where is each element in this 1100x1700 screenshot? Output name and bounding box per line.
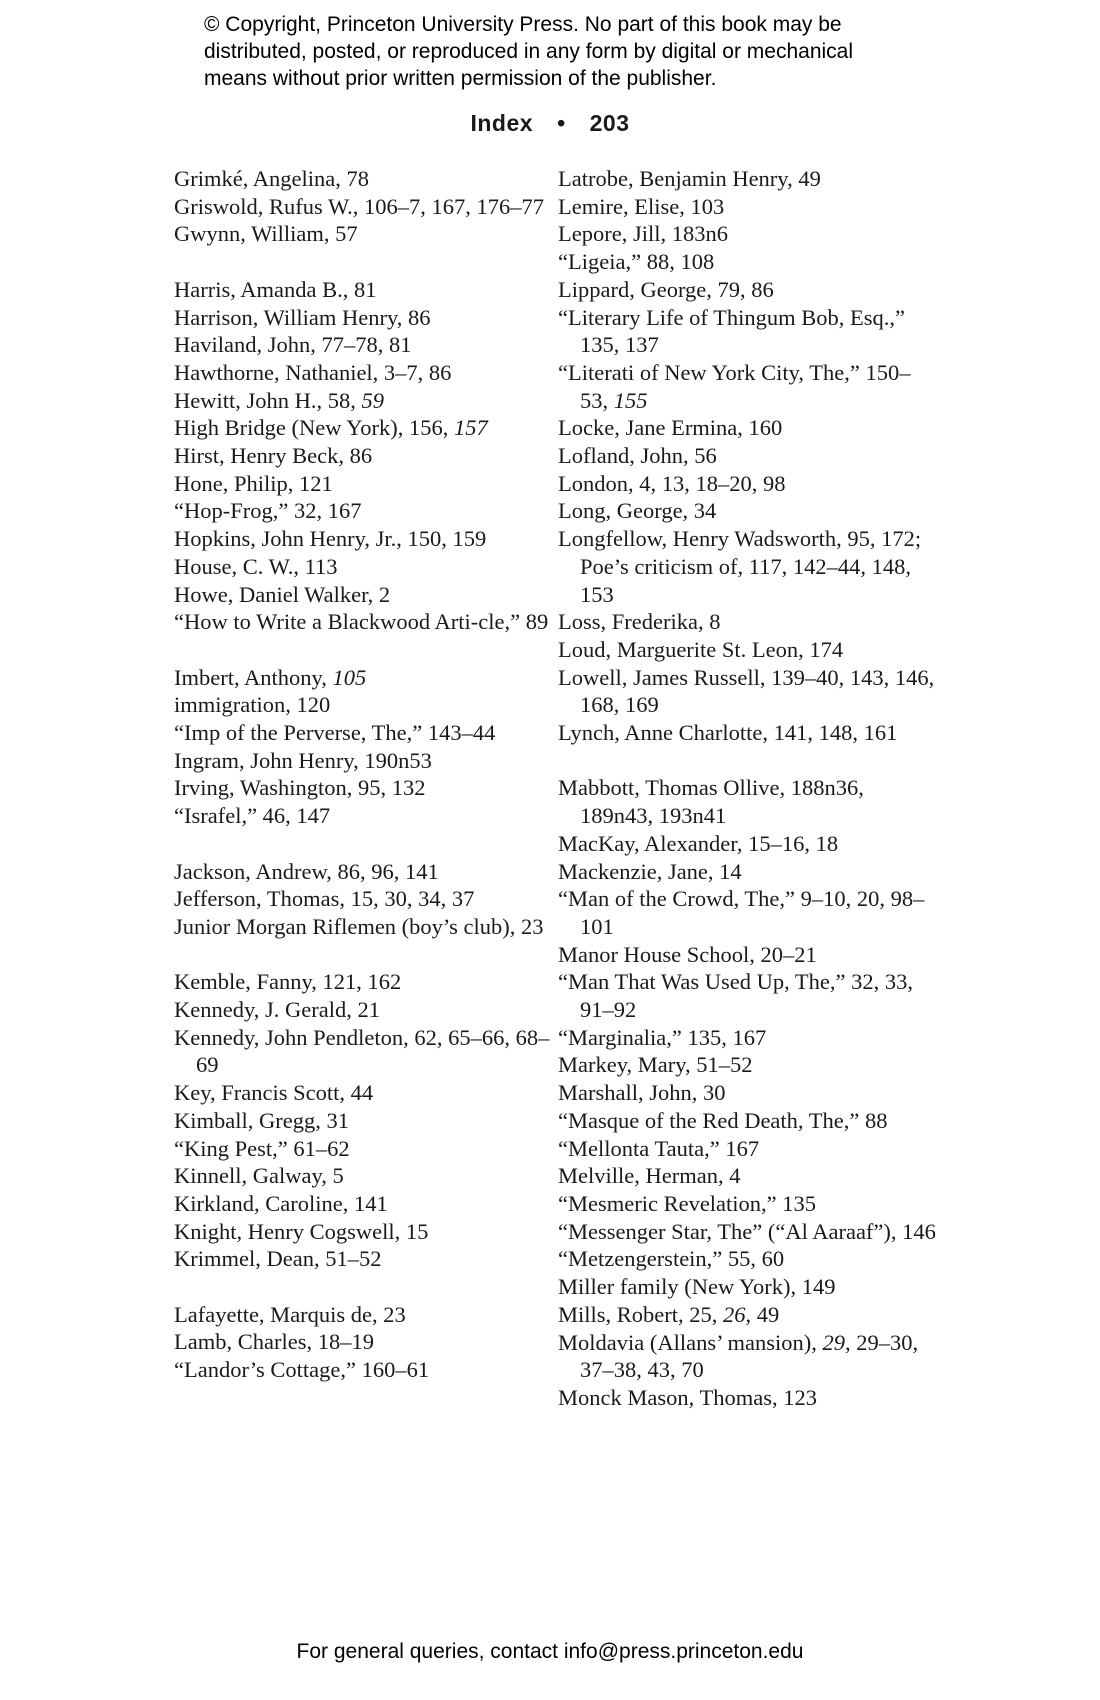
index-entry <box>558 885 938 940</box>
index-entry <box>174 193 554 221</box>
index-entry <box>558 1190 938 1218</box>
index-entry-text: Jefferson, Thomas, 15, 30, 34, 37 <box>174 886 475 912</box>
index-entry-text: Mabbott, Thomas Ollive, 188n36, 189n43, 193n41 <box>558 775 864 829</box>
index-entry <box>174 387 554 415</box>
index-entry <box>558 414 938 442</box>
index-entry <box>174 1024 554 1079</box>
index-entry <box>558 858 938 886</box>
index-entry-text: Ingram, John Henry, 190n53 <box>174 747 432 773</box>
index-entry-text-after: , 29–30, 37–38, 43, 70 <box>580 1329 919 1383</box>
index-entry-text: Key, Francis Scott, 44 <box>174 1080 374 1106</box>
index-entry-text: Kirkland, Caroline, 141 <box>174 1190 388 1216</box>
index-entry-text: Kimball, Gregg, 31 <box>174 1107 349 1133</box>
index-entry <box>558 1079 938 1107</box>
index-entry-text: Hirst, Henry Beck, 86 <box>174 443 373 469</box>
index-column-left <box>174 165 554 1384</box>
index-entry-text: Hone, Philip, 121 <box>174 470 333 496</box>
index-entry <box>174 553 554 581</box>
index-entry <box>558 304 938 359</box>
index-entry-text: “Imp of the Perverse, The,” 143–44 <box>174 720 496 746</box>
index-entry-italic-page: 105 <box>332 664 367 690</box>
index-entry-text: “Man of the Crowd, The,” 9–10, 20, 98–101 <box>558 886 925 939</box>
index-entry <box>174 359 554 387</box>
index-entry-text: Lynch, Anne Charlotte, 141, 148, 161 <box>558 720 898 746</box>
index-entry-text: Lemire, Elise, 103 <box>558 193 725 219</box>
index-entry-text: Krimmel, Dean, 51–52 <box>174 1246 382 1272</box>
index-entry-text: immigration, 120 <box>174 692 331 718</box>
index-entry-text: Monck Mason, Thomas, 123 <box>558 1384 817 1410</box>
index-entry-text: House, C. W., 113 <box>174 553 338 579</box>
index-entry <box>558 1107 938 1135</box>
index-entry-text: Lowell, James Russell, 139–40, 143, 146, 168, 169 <box>558 664 935 718</box>
index-entry-text: Imbert, Anthony, <box>174 664 333 690</box>
index-entry-text-after: , 49 <box>745 1301 780 1327</box>
index-entry-text: Lamb, Charles, 18–19 <box>174 1329 374 1355</box>
index-entry <box>174 996 554 1024</box>
index-entry-text: “Literati of New York City, The,” 150–53, <box>558 359 911 413</box>
index-entry <box>558 276 938 304</box>
index-entry-text: Harris, Amanda B., 81 <box>174 276 377 302</box>
index-entry <box>174 525 554 553</box>
index-entry-text: London, 4, 13, 18–20, 98 <box>558 470 786 496</box>
index-entry <box>558 1329 938 1384</box>
index-entry-text: Latrobe, Benjamin Henry, 49 <box>558 166 821 191</box>
index-entry <box>174 1301 554 1329</box>
index-entry-text: Hawthorne, Nathaniel, 3–7, 86 <box>174 359 452 385</box>
index-entry-text: Jackson, Andrew, 86, 96, 141 <box>174 858 439 884</box>
index-entry-text: Junior Morgan Riflemen (boy’s club), 23 <box>174 913 544 939</box>
index-entry-text: Lofland, John, 56 <box>558 443 717 469</box>
index-entry <box>558 497 938 525</box>
index-entry-text: Knight, Henry Cogswell, 15 <box>174 1218 429 1244</box>
index-entry-text: Long, George, 34 <box>558 498 717 524</box>
index-entry <box>558 830 938 858</box>
index-entry-text: “How to Write a Blackwood Arti-cle,” 89 <box>174 609 549 635</box>
index-entry <box>558 968 938 1023</box>
index-entry-text: Moldavia (Allans’ mansion), <box>558 1329 823 1355</box>
index-entry-text: Mackenzie, Jane, 14 <box>558 858 742 884</box>
index-entry <box>174 664 554 692</box>
index-entry <box>558 1051 938 1079</box>
index-entry-text: “Messenger Star, The” (“Al Aaraaf”), 146 <box>558 1218 936 1244</box>
index-entry-text: “Metzengerstein,” 55, 60 <box>558 1246 785 1272</box>
index-entry-text: “Mesmeric Revelation,” 135 <box>558 1191 817 1216</box>
index-entry-text: “Israfel,” 46, 147 <box>174 803 331 829</box>
index-entry <box>174 1245 554 1273</box>
index-entry-text: “King Pest,” 61–62 <box>174 1135 350 1161</box>
index-entry-text: “Mellonta Tauta,” 167 <box>558 1135 760 1161</box>
index-entry-text: Kennedy, John Pendleton, 62, 65–66, 68–69 <box>174 1024 550 1078</box>
separator-bullet: • <box>557 110 566 136</box>
index-entry-text: Miller family (New York), 149 <box>558 1274 836 1300</box>
index-entry <box>174 1218 554 1246</box>
index-entry <box>558 636 938 664</box>
index-entry-text: Hopkins, John Henry, Jr., 150, 159 <box>174 526 487 552</box>
index-entry-text: Manor House School, 20–21 <box>558 941 817 967</box>
index-entry-text: Grimké, Angelina, 78 <box>174 166 369 191</box>
copyright-line: distributed, posted, or reproduced in any form by digital or mechanical <box>204 40 854 63</box>
index-entry-italic-page: 155 <box>613 387 648 413</box>
index-entry-text: “Landor’s Cottage,” 160–61 <box>174 1357 430 1383</box>
index-entry-text: Markey, Mary, 51–52 <box>558 1052 753 1078</box>
index-entry <box>558 442 938 470</box>
index-entry <box>558 470 938 498</box>
copyright-line: means without prior written permission of the publisher. <box>204 67 717 90</box>
index-entry <box>174 581 554 609</box>
index-entry-text: Lepore, Jill, 183n6 <box>558 221 728 247</box>
index-entry-text: Loud, Marguerite St. Leon, 174 <box>558 636 844 662</box>
index-entry <box>174 913 554 941</box>
index-entry-text: Longfellow, Henry Wadsworth, 95, 172; Poe’s criticism of, 117, 142–44, 148, 153 <box>558 526 922 607</box>
index-entry <box>558 1162 938 1190</box>
copyright-notice <box>204 11 924 92</box>
index-entry <box>174 858 554 886</box>
index-entry-italic-page: 59 <box>361 387 384 413</box>
index-entry <box>174 442 554 470</box>
index-entry <box>558 1024 938 1052</box>
index-entry-text: “Literary Life of Thingum Bob, Esq.,” 135, 137 <box>558 304 905 358</box>
index-entry-text: Hewitt, John H., 58, <box>174 387 362 413</box>
index-entry-text: Melville, Herman, 4 <box>558 1163 741 1189</box>
index-entry <box>174 968 554 996</box>
index-entry-italic-page: 157 <box>454 415 488 441</box>
index-entry <box>558 359 938 414</box>
index-entry <box>174 608 554 636</box>
index-entry-text: “Marginalia,” 135, 167 <box>558 1024 767 1050</box>
index-entry <box>174 1328 554 1356</box>
index-entry <box>174 1162 554 1190</box>
index-entry <box>174 276 554 304</box>
index-entry <box>558 193 938 221</box>
index-entry <box>174 747 554 775</box>
index-entry <box>174 1135 554 1163</box>
index-entry <box>558 774 938 829</box>
index-entry-italic-page: 26 <box>723 1301 746 1327</box>
index-entry-text: Harrison, William Henry, 86 <box>174 304 431 330</box>
index-entry <box>558 1301 938 1329</box>
index-entry <box>174 719 554 747</box>
index-entry <box>174 470 554 498</box>
index-entry <box>558 608 938 636</box>
index-entry <box>558 220 938 248</box>
index-entry <box>174 885 554 913</box>
index-entry-text: Gwynn, William, 57 <box>174 221 358 247</box>
index-entry-text: Lafayette, Marquis de, 23 <box>174 1301 406 1327</box>
index-entry-text: Marshall, John, 30 <box>558 1080 726 1106</box>
running-head <box>0 110 1100 137</box>
section-title: Index <box>470 110 534 136</box>
index-entry-text: “Man That Was Used Up, The,” 32, 33, 91–92 <box>558 969 914 1023</box>
index-entry <box>174 802 554 830</box>
page-number: 203 <box>589 110 630 136</box>
index-entry-text: “Ligeia,” 88, 108 <box>558 249 715 275</box>
index-entry-text: Haviland, John, 77–78, 81 <box>174 332 412 358</box>
index-entry <box>174 691 554 719</box>
index-entry <box>558 719 938 747</box>
index-entry <box>174 497 554 525</box>
index-entry <box>174 1190 554 1218</box>
index-entry-text: Mills, Robert, 25, <box>558 1301 724 1327</box>
index-entry <box>174 1356 554 1384</box>
index-entry <box>558 248 938 276</box>
index-entry <box>558 1384 938 1412</box>
index-entry <box>558 1135 938 1163</box>
index-entry-text: Kennedy, J. Gerald, 21 <box>174 997 380 1023</box>
index-entry-text: High Bridge (New York), 156, <box>174 415 454 441</box>
index-entry-italic-page: 29 <box>822 1329 846 1355</box>
copyright-line: © Copyright, Princeton University Press. No part of this book may be <box>204 13 842 36</box>
index-entry <box>174 1079 554 1107</box>
index-entry <box>558 165 938 193</box>
index-entry <box>558 1245 938 1273</box>
index-entry <box>174 414 554 442</box>
index-entry-text: Kinnell, Galway, 5 <box>174 1163 344 1189</box>
index-entry-text: Howe, Daniel Walker, 2 <box>174 581 391 607</box>
index-entry <box>174 331 554 359</box>
index-entry <box>174 304 554 332</box>
index-entry-text: Locke, Jane Ermina, 160 <box>558 415 783 441</box>
index-entry <box>558 1218 938 1246</box>
index-entry-text: “Hop-Frog,” 32, 167 <box>174 498 362 524</box>
index-entry <box>558 941 938 969</box>
index-entry-text: Lippard, George, 79, 86 <box>558 276 774 302</box>
index-column-right <box>558 165 938 1412</box>
index-entry-text: MacKay, Alexander, 15–16, 18 <box>558 830 839 856</box>
index-entry <box>174 1107 554 1135</box>
index-entry <box>174 220 554 248</box>
footer-contact: For general queries, contact info@press.princeton.edu <box>296 1640 804 1663</box>
index-entry <box>558 1273 938 1301</box>
index-entry-text: Griswold, Rufus W., 106–7, 167, 176–77 <box>174 193 545 219</box>
index-entry-text: Loss, Frederika, 8 <box>558 609 721 635</box>
index-entry-text: Irving, Washington, 95, 132 <box>174 775 426 801</box>
index-entry <box>174 165 554 193</box>
index-entry <box>174 774 554 802</box>
index-entry-text: Kemble, Fanny, 121, 162 <box>174 969 402 995</box>
index-entry <box>558 664 938 719</box>
index-entry-text: “Masque of the Red Death, The,” 88 <box>558 1107 888 1133</box>
index-entry <box>558 525 938 608</box>
